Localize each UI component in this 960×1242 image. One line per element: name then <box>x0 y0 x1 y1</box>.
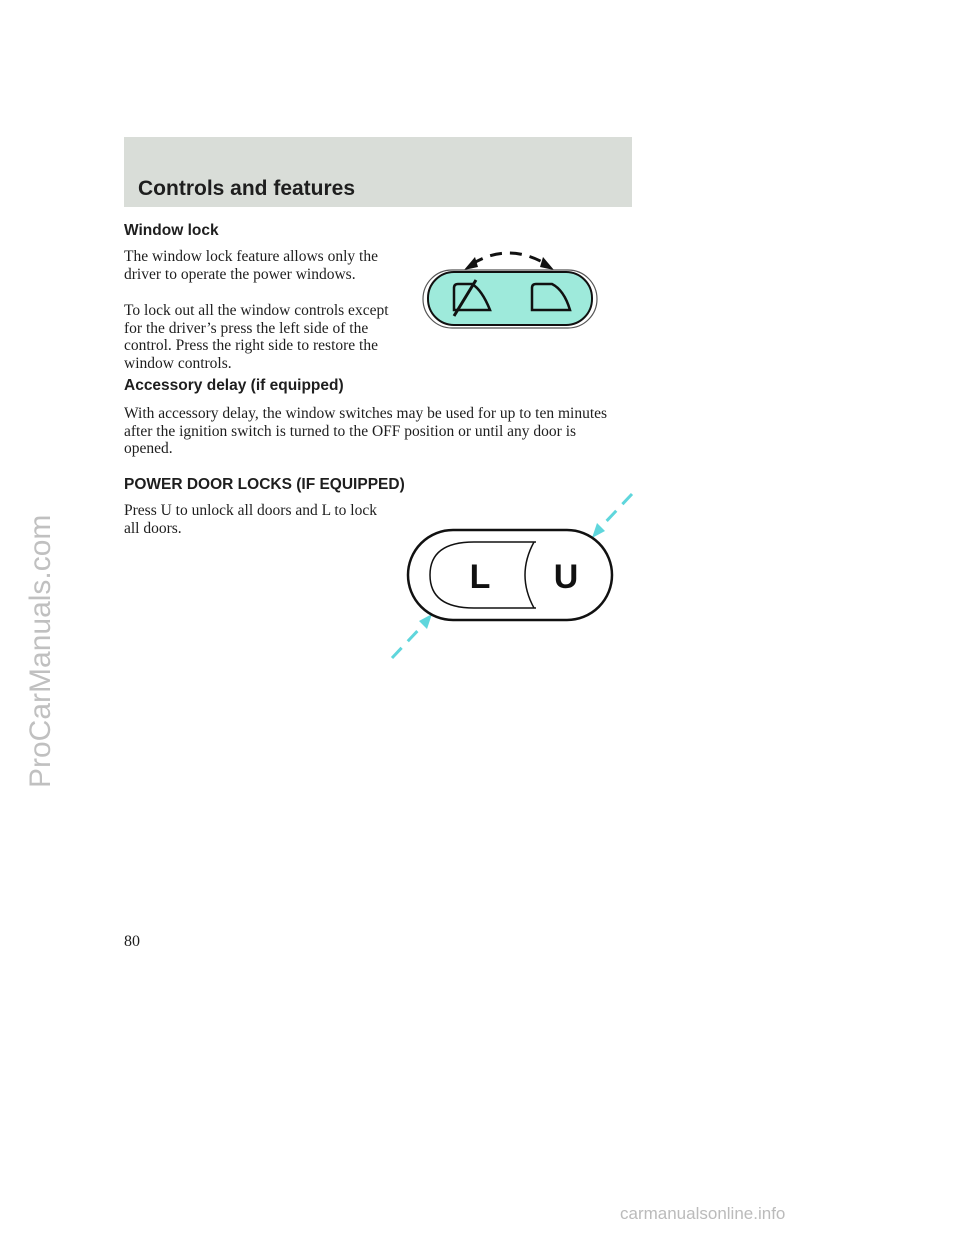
side-watermark <box>6 470 62 790</box>
arrow-upper-dashes <box>600 494 632 528</box>
bottom-watermark: carmanualsonline.info <box>620 1204 786 1223</box>
section-title: Controls and features <box>138 177 356 200</box>
lock-button-label[interactable]: L <box>469 558 491 596</box>
door-lock-switch-body <box>408 530 612 620</box>
accessory-delay-paragraph: With accessory delay, the window switches may be used for up to ten minutes after the ignition switch is turned to the OFF position or until any door is opened. <box>124 405 608 458</box>
side-watermark-text: ProCarManuals.com <box>24 514 57 788</box>
switch-body <box>428 272 592 325</box>
window-lock-heading: Window lock <box>124 222 219 239</box>
toggle-arc-dashes <box>472 253 546 264</box>
page-number: 80 <box>124 933 140 950</box>
arrow-lower-dashes <box>392 624 424 658</box>
power-door-locks-heading: POWER DOOR LOCKS (IF EQUIPPED) <box>124 476 405 493</box>
unlock-button-label[interactable]: U <box>553 558 579 596</box>
window-lock-paragraph-1: The window lock feature allows only the driver to operate the power windows. <box>124 248 378 283</box>
power-door-locks-paragraph: Press U to unlock all doors and L to lock all doors. <box>124 502 377 537</box>
arrow-lower-icon <box>419 614 432 629</box>
window-lock-paragraph-2: To lock out all the window controls except for the driver’s press the left side of the control. Press the right side to restore the window controls. <box>124 302 389 372</box>
arrow-right-icon <box>540 257 554 270</box>
door-lock-switch-figure <box>388 490 636 662</box>
arrow-left-icon <box>464 257 478 270</box>
accessory-delay-heading: Accessory delay (if equipped) <box>124 377 344 394</box>
window-lock-switch-figure <box>420 244 600 330</box>
arrow-upper-icon <box>592 523 605 538</box>
